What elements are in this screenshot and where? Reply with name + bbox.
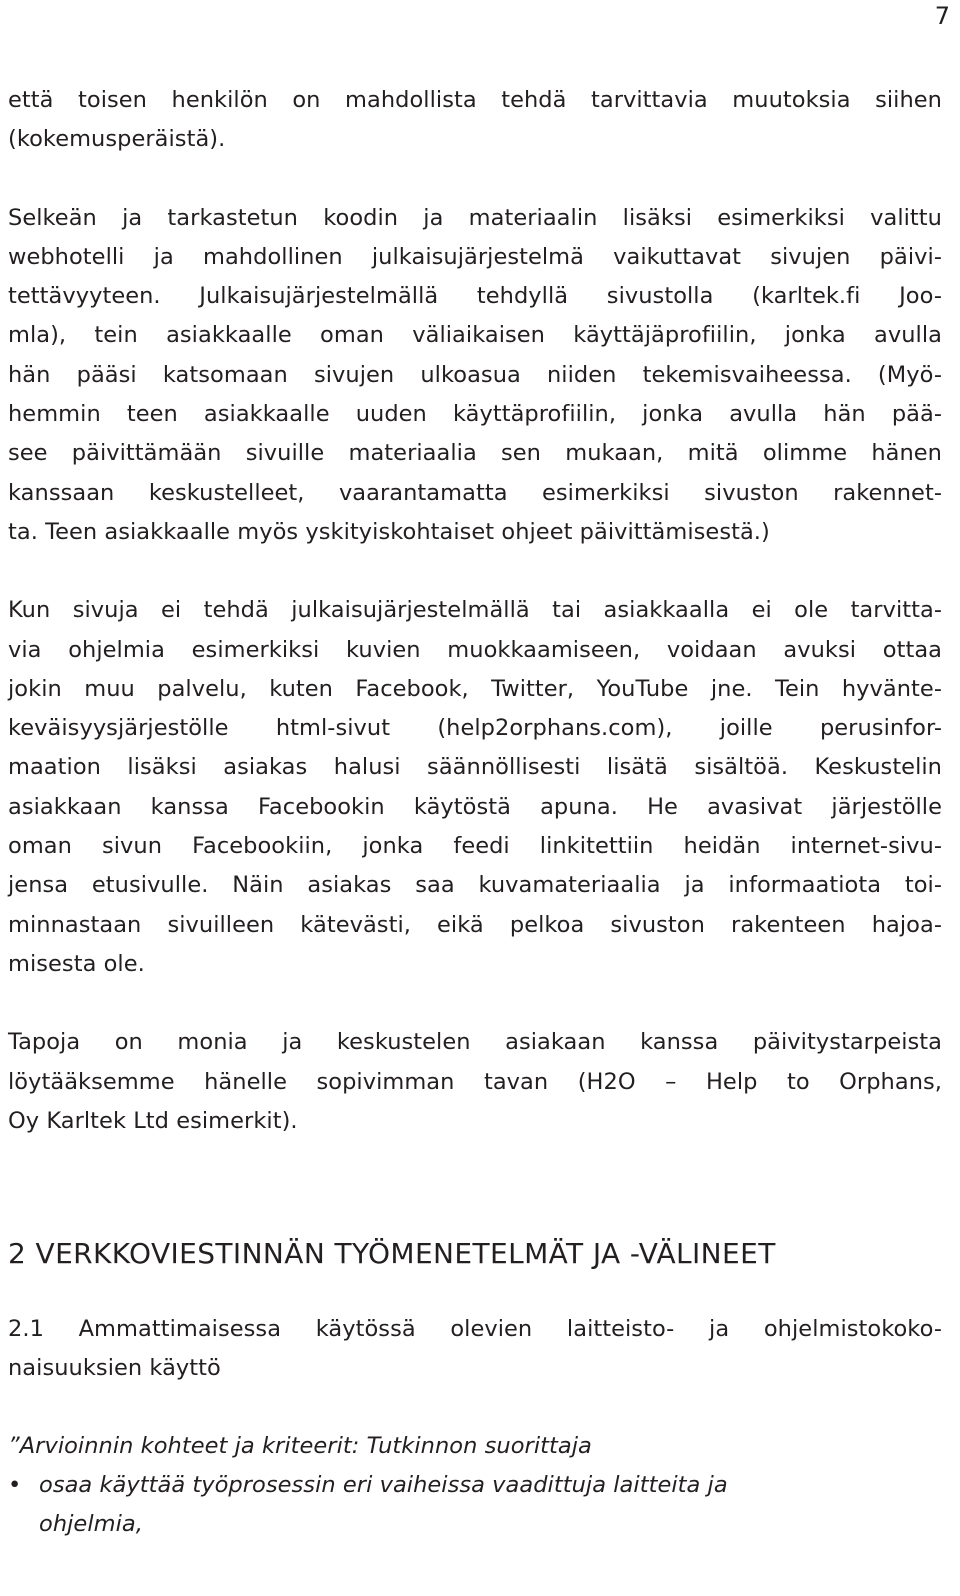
quote-block [8,1427,942,1545]
text-line: see päivittämään sivuille materiaalia sen mukaan, mitä olimme hänen [8,440,942,467]
page-number: 7 [934,2,950,30]
text-line: jensa etusivulle. Näin asiakas saa kuvamateriaalia ja informaatiota toi- [8,872,942,899]
text-line: löytääksemme hänelle sopivimman tavan (H2O – Help to Orphans, [8,1068,942,1095]
text-line: kanssaan keskustelleet, vaarantamatta esimerkiksi sivuston rakennet- [8,479,942,506]
text-line: tettävyyteen. Julkaisujärjestelmällä tehdyllä sivustolla (karltek.fi Joo- [8,283,942,310]
text-line: Tapoja on monia ja keskustelen asiakaan kanssa päivitystarpeista [8,1029,942,1056]
document-body [8,81,942,1545]
paragraph-2 [8,199,942,553]
paragraph-1 [8,81,942,160]
text-line: osaa käyttää työprosessin eri vaiheissa vaadittuja laitteita ja [39,1472,728,1499]
text-line: ohjelmia, [39,1511,143,1538]
text-line: keväisyysjärjestölle html-sivut (help2orphans.com), joille perusinfor- [8,715,942,742]
text-line: hemmin teen asiakkaalle uuden käyttäprofiilin, jonka avulla hän pää- [8,401,942,428]
text-line: hän pääsi katsomaan sivujen ulkoasua niiden tekemisvaiheessa. (Myö- [8,361,942,388]
text-line: oman sivun Facebookiin, jonka feedi linkitettiin heidän internet-sivu- [8,833,942,860]
text-line: misesta ole. [8,950,145,977]
text-line: (kokemusperäistä). [8,126,226,153]
paragraph-4 [8,1023,942,1141]
text-line: jokin muu palvelu, kuten Facebook, Twitter, YouTube jne. Tein hyvänte- [8,675,942,702]
text-line: ta. Teen asiakkaalle myös yskityiskohtaiset ohjeet päivittämisestä.) [8,518,770,545]
text-line: maation lisäksi asiakas halusi säännöllisesti lisätä sisältöä. Keskustelin [8,754,942,781]
text-line: Oy Karltek Ltd esimerkit). [8,1107,298,1134]
text-line: via ohjelmia esimerkiksi kuvien muokkaamiseen, voidaan avuksi ottaa [8,636,942,663]
text-line: 2.1 Ammattimaisessa käytössä olevien laitteisto- ja ohjelmistokoko- [8,1316,942,1343]
text-line: minnastaan sivuilleen kätevästi, eikä pelkoa sivuston rakenteen hajoa- [8,911,942,938]
text-line: naisuuksien käyttö [8,1355,221,1382]
quote-intro: ”Arvioinnin kohteet ja kriteerit: Tutkinnon suorittaja [8,1432,592,1459]
text-line: Kun sivuja ei tehdä julkaisujärjestelmällä tai asiakkaalla ei ole tarvitta- [8,597,942,624]
text-line: että toisen henkilön on mahdollista tehdä tarvittavia muutoksia siihen [8,87,942,113]
text-line: webhotelli ja mahdollinen julkaisujärjestelmä vaikuttavat sivujen päivi- [8,243,942,270]
bullet-icon: • [8,1472,22,1499]
paragraph-3 [8,591,942,984]
subsection-heading [8,1310,942,1389]
text-line: asiakkaan kanssa Facebookin käytöstä apuna. He avasivat järjestölle [8,793,942,820]
section-heading: 2 VERKKOVIESTINNÄN TYÖMENETELMÄT JA -VÄLINEET [8,1237,776,1271]
text-line: mla), tein asiakkaalle oman väliaikaisen käyttäjäprofiilin, jonka avulla [8,322,942,349]
bullet-item [8,1466,942,1545]
text-line: Selkeän ja tarkastetun koodin ja materiaalin lisäksi esimerkiksi valittu [8,204,942,231]
